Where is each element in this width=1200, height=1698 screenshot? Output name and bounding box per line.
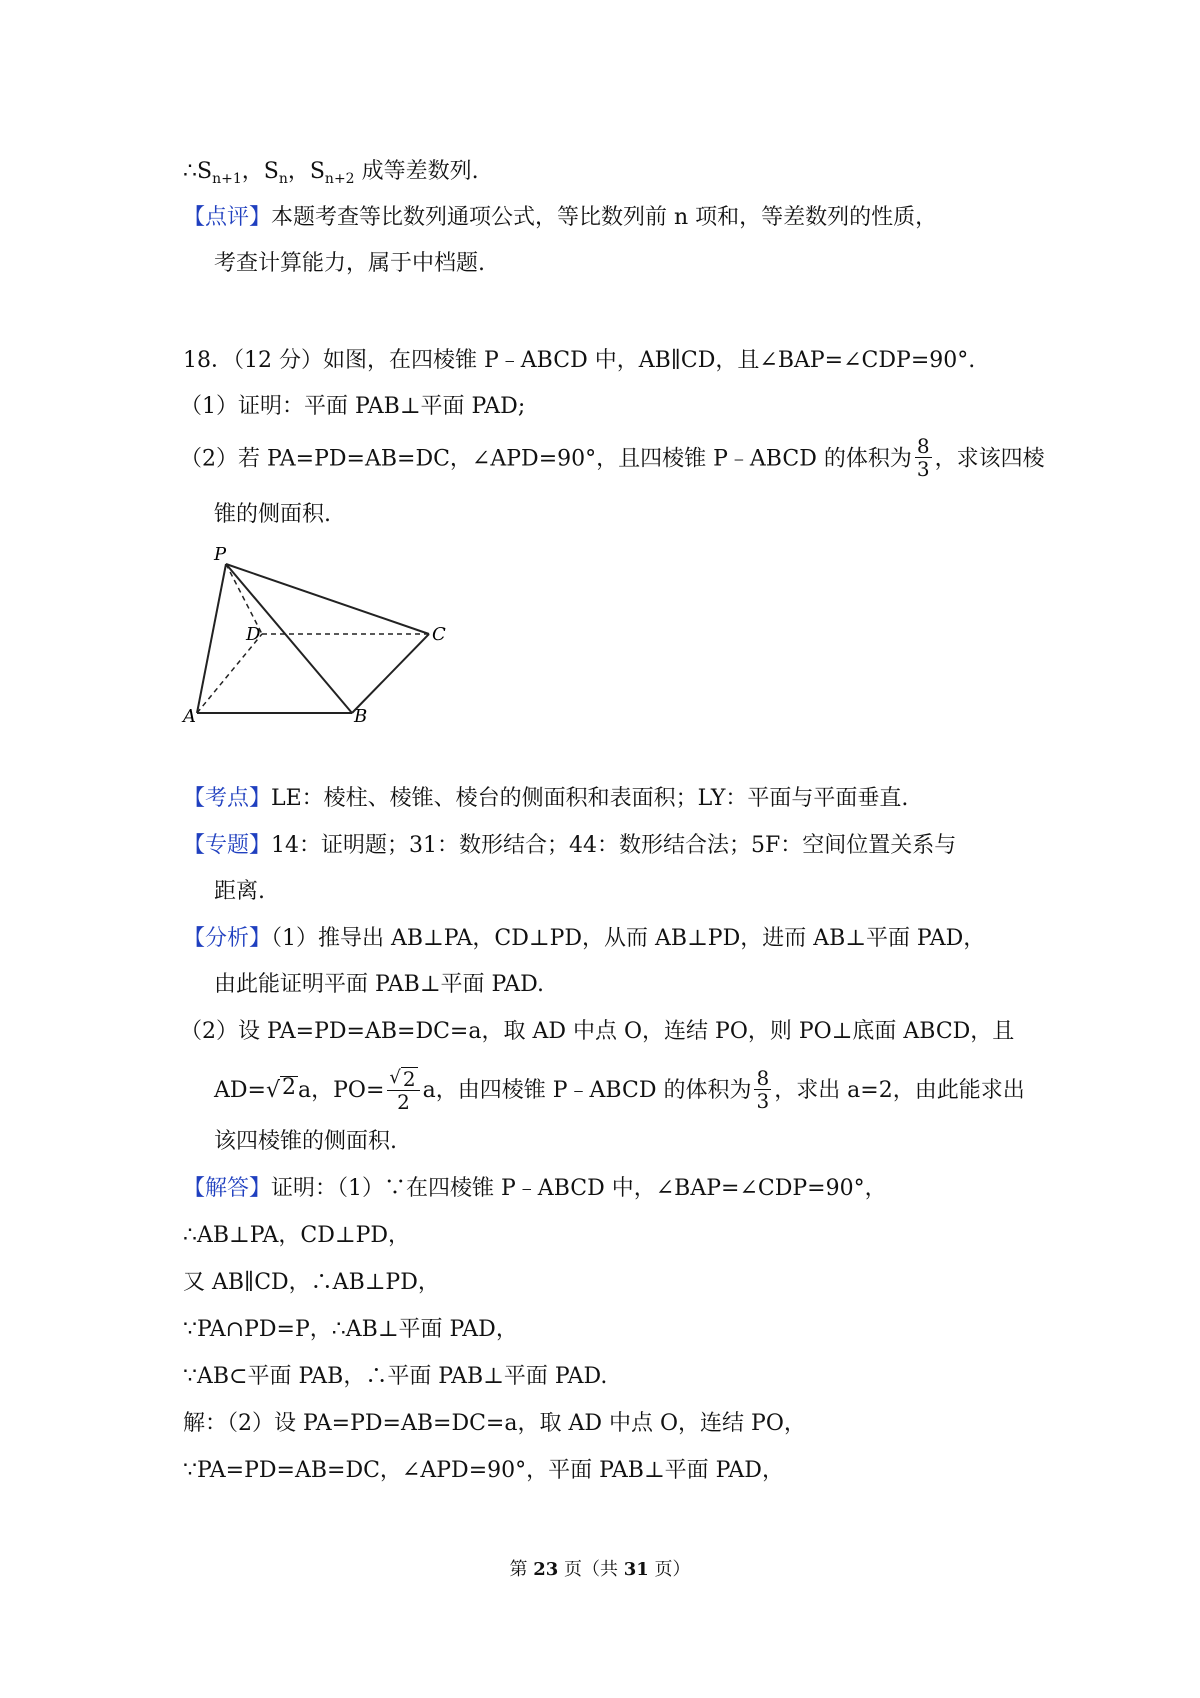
review-tag: 【点评】 (183, 205, 272, 230)
label-a: A (183, 706, 196, 727)
page-footer: 第 23 页（共 31 页） (509, 1559, 691, 1580)
kaodian-line: 【考点】LE：棱柱、棱锥、棱台的侧面积和表面积；LY：平面与平面垂直. (183, 786, 909, 811)
jieda-tag: 【解答】 (183, 1176, 272, 1201)
review-line: 【点评】本题考查等比数列通项公式，等比数列前 n 项和，等差数列的性质， (183, 205, 938, 230)
step-5: 解：（2）设 PA=PD=AB=DC=a，取 AD 中点 O，连结 PO， (183, 1411, 806, 1436)
zhuanti-tag: 【专题】 (183, 833, 272, 858)
fenxi-line: 【分析】（1）推导出 AB⊥PA，CD⊥PD，从而 AB⊥PD，进而 AB⊥平面 PAD， (183, 926, 986, 951)
fenxi-line-2: 由此能证明平面 PAB⊥平面 PAD. (214, 972, 545, 997)
conclusion-line: $\therefore S_{n+1}$，$S_n$，$S_{n+2}$ 成等差数列. (183, 159, 479, 187)
zhuanti-line-2: 距离. (214, 879, 265, 904)
page-number: 23 (533, 1559, 559, 1580)
label-p: P (214, 544, 227, 565)
sqrt-2: √ 2 (265, 1075, 296, 1103)
jieda-line: 【解答】证明：（1）∵在四棱锥 P﹣ABCD 中，∠BAP=∠CDP=90°， (183, 1176, 887, 1201)
label-b: B (354, 706, 368, 727)
question-18-part1: （1）证明：平面 PAB⊥平面 PAD; (180, 394, 526, 419)
question-18-part2-cont: 锥的侧面积. (214, 502, 331, 527)
label-c: C (432, 624, 446, 645)
pyramid-figure (180, 540, 460, 730)
fenxi-tag: 【分析】 (183, 926, 272, 951)
step-4: ∵AB⊂平面 PAB，∴平面 PAB⊥平面 PAD. (183, 1364, 608, 1389)
question-18-part2: （2）若 PA=PD=AB=DC，∠APD=90°，且四棱锥 P﹣ABCD 的体积为 $\frac{8}{3}$ ，求该四棱 (180, 434, 1045, 481)
fraction-volume-2: $\frac{8}{3}$ (756, 1065, 770, 1113)
label-d: D (246, 624, 261, 645)
question-18: 18．（12 分）如图，在四棱锥 P﹣ABCD 中，AB∥CD，且∠BAP=∠CDP=90°. (183, 348, 976, 373)
page-total: 31 (623, 1559, 649, 1580)
edge-bc (352, 634, 429, 713)
step-1: ∴AB⊥PA，CD⊥PD， (183, 1223, 411, 1248)
zhuanti-line: 【专题】14：证明题；31：数形结合；44：数形结合法；5F：空间位置关系与 (183, 833, 957, 858)
step-3: ∵PA∩PD=P，∴AB⊥平面 PAD， (183, 1317, 518, 1342)
fenxi-line-3: （2）设 PA=PD=AB=DC=a，取 AD 中点 O，连结 PO，则 PO⊥底面 ABCD，且 (180, 1019, 1015, 1044)
step-2: 又 AB∥CD，∴AB⊥PD， (183, 1270, 440, 1295)
fenxi-line-5: 该四棱锥的侧面积. (214, 1129, 397, 1154)
fraction-po: √ 2 2 (387, 1065, 419, 1113)
review-line-2: 考查计算能力，属于中档题. (214, 251, 485, 276)
fenxi-line-4: AD= √ 2 a，PO= √ 2 2 a，由四棱锥 P﹣ABCD 的体积为 $\frac{8}{3}$ ，求出 a=2，由此能求出 (214, 1065, 1025, 1114)
step-6: ∵PA=PD=AB=DC，∠APD=90°，平面 PAB⊥平面 PAD， (183, 1458, 784, 1483)
edge-ad (197, 634, 262, 713)
edge-pa (197, 564, 226, 713)
kaodian-tag: 【考点】 (183, 786, 272, 811)
fraction-volume: $\frac{8}{3}$ (916, 434, 930, 481)
